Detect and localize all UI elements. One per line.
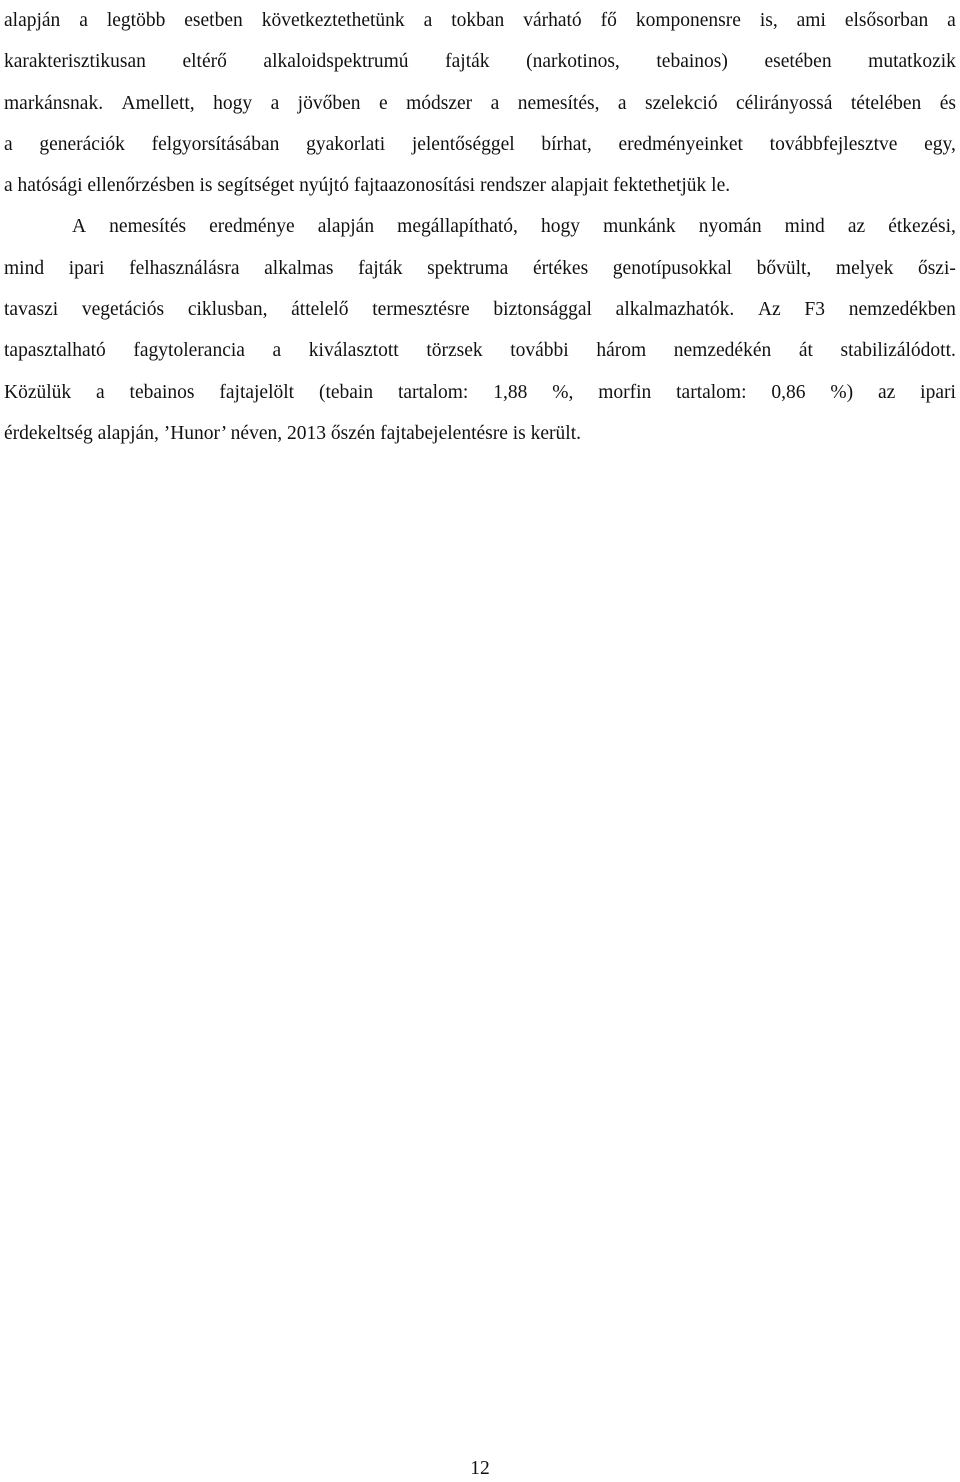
word: karakterisztikusan (4, 51, 146, 73)
word: felhasználásra (129, 257, 240, 279)
word: eredményeinket (618, 133, 743, 155)
word: bővült, (756, 257, 812, 279)
word: várható (523, 10, 582, 31)
word: Közülük (4, 381, 72, 403)
word: eredménye (209, 216, 295, 238)
word: esetben (184, 10, 243, 31)
word: bírhat, (541, 133, 592, 155)
word: a (96, 381, 105, 403)
word: fajták (358, 257, 403, 279)
word: hogy (541, 216, 581, 238)
word: három (596, 340, 647, 362)
word: markánsnak. (4, 92, 104, 114)
word: %) (830, 381, 854, 403)
word: 0,86 (771, 381, 806, 403)
text-line (4, 289, 956, 330)
word: genotípusokkal (612, 257, 732, 279)
word: tebainos) (656, 51, 728, 73)
word: Az (757, 299, 781, 321)
body-text (4, 0, 956, 454)
word: alkalmas (264, 257, 334, 279)
paragraph-1 (4, 0, 956, 206)
word: A (72, 216, 87, 238)
word: jelentőséggel (411, 133, 515, 155)
word: fajták (445, 51, 490, 73)
word: esetében (764, 51, 832, 73)
word: nemesítés (109, 216, 187, 238)
word: fagytolerancia (133, 340, 245, 362)
word: megállapítható, (397, 216, 518, 238)
word: ipari (68, 257, 105, 279)
word: át (798, 340, 813, 362)
word: tételében (850, 92, 922, 114)
word: ciklusban, (187, 299, 268, 321)
text-line (4, 330, 956, 371)
word: gyakorlati (306, 133, 386, 155)
word: mutatkozik (868, 51, 956, 73)
word: áttelelő (291, 299, 349, 321)
word: 1,88 (493, 381, 528, 403)
word: mind (784, 216, 825, 238)
text-line-indented (4, 206, 956, 247)
word: étkezési, (888, 216, 956, 238)
word: tapasztalható (4, 340, 106, 362)
word: a (270, 92, 280, 114)
word: következtethetünk (261, 10, 405, 31)
word: nyomán (698, 216, 762, 238)
word: generációk (39, 133, 125, 155)
word: fő (600, 10, 617, 31)
word: a (617, 92, 627, 114)
word: a (4, 133, 13, 155)
word: egy, (924, 133, 956, 155)
word: biztonsággal (493, 299, 592, 321)
paragraph-2 (4, 206, 956, 454)
word: elsősorban (844, 10, 929, 31)
word: fajtajelölt (219, 381, 295, 403)
word: nemesítés, (517, 92, 600, 114)
word: őszi- (917, 257, 956, 279)
word: morfin (598, 381, 652, 403)
word: ipari (920, 381, 956, 403)
word: az (847, 216, 866, 238)
word: nemzedékén (673, 340, 772, 362)
word: melyek (835, 257, 894, 279)
word: jövőben (297, 92, 361, 114)
word: értékes (532, 257, 589, 279)
word: Amellett, (121, 92, 195, 114)
word: (tebain (318, 381, 374, 403)
text-line (4, 41, 956, 82)
word: törzsek (426, 340, 483, 362)
word: (narkotinos, (526, 51, 620, 73)
word: tavaszi (4, 299, 59, 321)
text-line-last: érdekeltség alapján, ’Hunor’ néven, 2013 őszén fajtabejelentésre is került. (4, 422, 582, 444)
text-line (4, 0, 956, 41)
word: a (490, 92, 500, 114)
word: vegetációs (81, 299, 165, 321)
word: e (378, 92, 388, 114)
word: hogy (213, 92, 253, 114)
word: %, (552, 381, 574, 403)
word: célirányossá (736, 92, 833, 114)
word: további (510, 340, 569, 362)
word: a (272, 340, 282, 362)
word: szelekció (645, 92, 718, 114)
text-line (4, 124, 956, 165)
word: felgyorsításában (151, 133, 280, 155)
text-line (4, 372, 956, 413)
word: továbbfejlesztve (769, 133, 898, 155)
word: nemzedékben (848, 299, 956, 321)
word: a (947, 10, 956, 31)
word: alkaloidspektrumú (263, 51, 409, 73)
word: a (423, 10, 433, 31)
word: alkalmazhatók. (615, 299, 735, 321)
word: tebainos (129, 381, 195, 403)
word: is, (759, 10, 778, 31)
word: stabilizálódott. (840, 340, 956, 362)
word: a (79, 10, 88, 31)
word: ami (796, 10, 826, 31)
word: kiválasztott (308, 340, 399, 362)
word: tokban (451, 10, 505, 31)
text-line-last: a hatósági ellenőrzésben is segítséget nyújtó fajtaazonosítási rendszer alapjait fektethetjük le. (4, 175, 731, 197)
word: termesztésre (372, 299, 470, 321)
word: és (939, 92, 956, 114)
word: tartalom: (676, 381, 747, 403)
word: spektruma (427, 257, 509, 279)
word: eltérő (182, 51, 227, 73)
word: komponensre (635, 10, 741, 31)
word: az (877, 381, 896, 403)
word: tartalom: (397, 381, 469, 403)
word: munkánk (603, 216, 676, 238)
word: mind (4, 257, 45, 279)
word: alapján (317, 216, 375, 238)
word: alapján (4, 10, 61, 31)
word: F3 (804, 299, 826, 321)
page-number: 12 (470, 1458, 490, 1479)
text-line (4, 248, 956, 289)
word: legtöbb (106, 10, 166, 31)
text-line (4, 83, 956, 124)
word: módszer (406, 92, 473, 114)
